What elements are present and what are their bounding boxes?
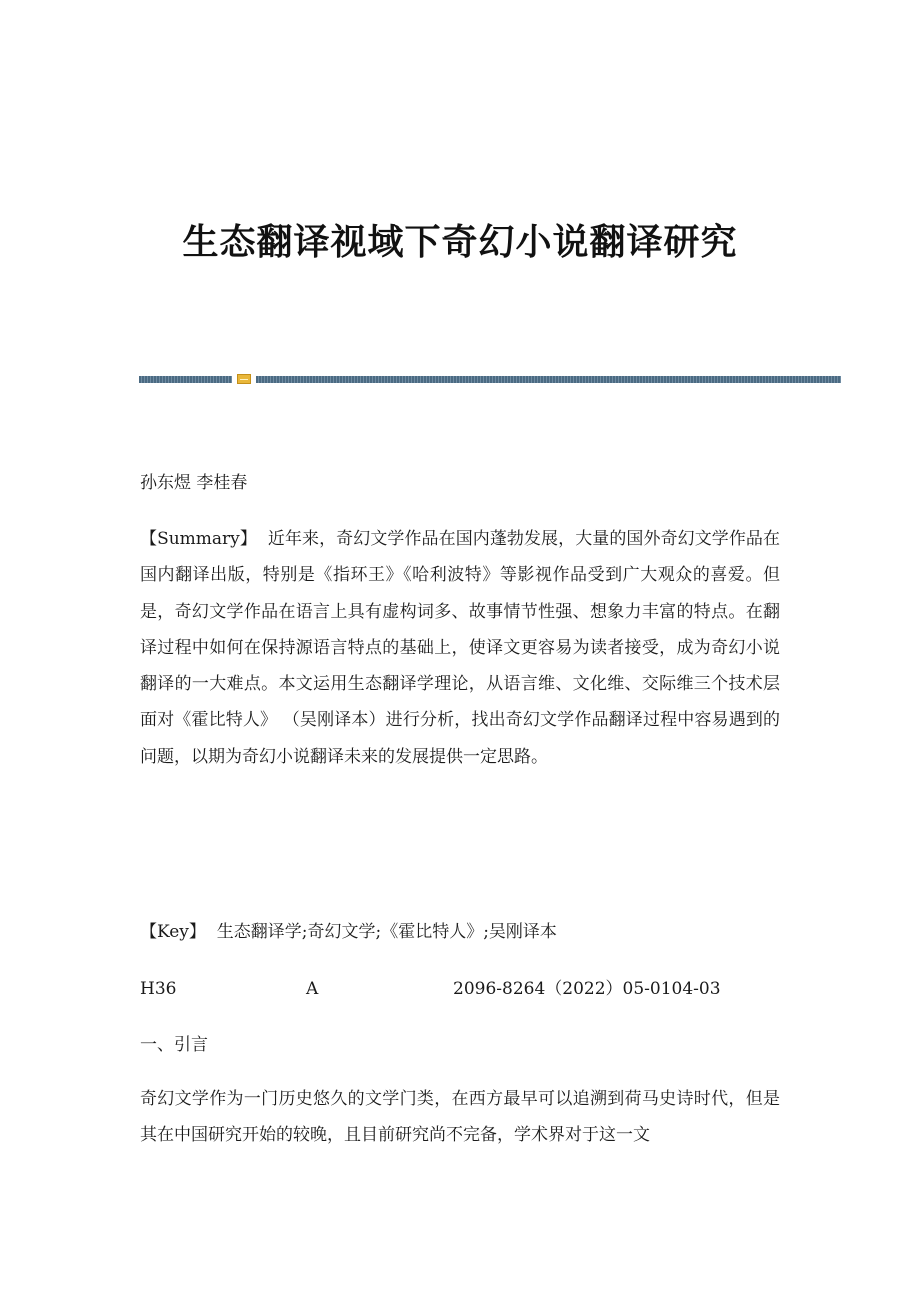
document-code: A xyxy=(306,979,319,999)
title-divider xyxy=(139,374,841,384)
summary-text: 近年来，奇幻文学作品在国内蓬勃发展，大量的国外奇幻文学作品在国内翻译出版，特别是《指环王》《哈利波特》等影视作品受到广大观众的喜爱。但是，奇幻文学作品在语言上具有虚构词多、故事情节性强、想象力丰富的特点。在翻译过程中如何在保持源语言特点的基础上，使译文更容易为读者接受，成为奇幻小说翻译的一大难点。本文运用生态翻译学理论，从语言维、文化维、交际维三个技术层面对《霍比特人》 （吴刚译本）进行分析，找出奇幻文学作品翻译过程中容易遇到的问题，以期为奇幻小说翻译未来的发展提供一定思路。 xyxy=(140,529,781,767)
keywords-line xyxy=(140,921,557,943)
classification-code: H36 xyxy=(140,979,177,999)
divider-left-bar xyxy=(139,376,232,383)
intro-paragraph: 奇幻文学作为一门历史悠久的文学门类，在西方最早可以追溯到荷马史诗时代，但是其在中国研究开始的较晚，且目前研究尚不完备，学术界对于这一文 xyxy=(140,1089,780,1146)
summary-label: 【Summary】 xyxy=(140,529,257,549)
authors: 孙东煜 李桂春 xyxy=(140,473,248,493)
divider-ornament-icon xyxy=(237,374,251,384)
article-id: 2096-8264（2022）05-0104-03 xyxy=(453,979,721,999)
paper-title: 生态翻译视域下奇幻小说翻译研究 xyxy=(182,221,738,263)
divider-right-bar xyxy=(256,376,841,383)
keywords-label: 【Key】 xyxy=(140,922,206,942)
keywords-text: 生态翻译学;奇幻文学;《霍比特人》;吴刚译本 xyxy=(216,922,557,942)
summary-paragraph xyxy=(140,521,780,775)
section-heading: 一、引言 xyxy=(140,1035,208,1055)
